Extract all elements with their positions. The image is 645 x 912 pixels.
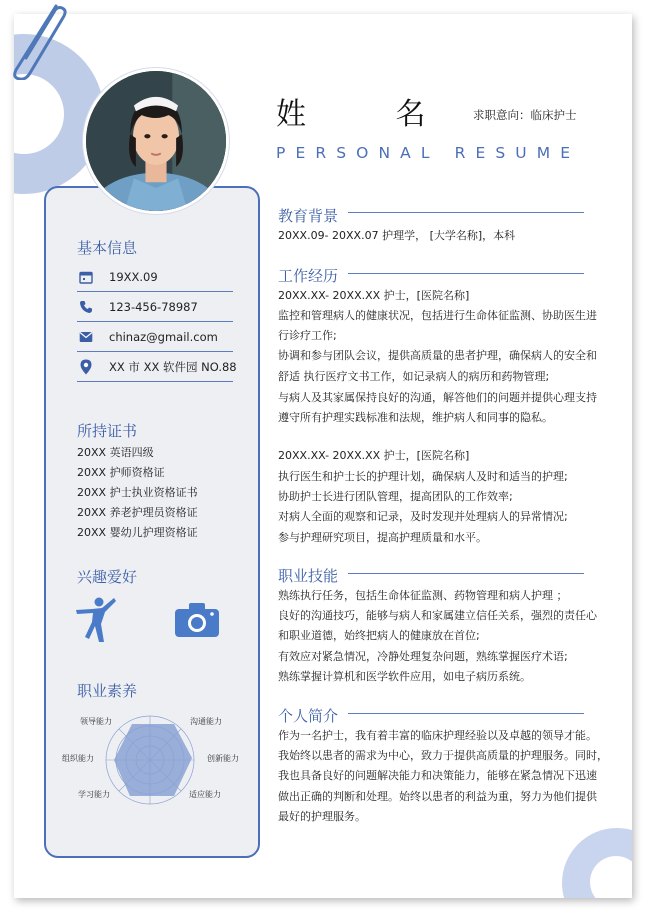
info-row-address bbox=[77, 352, 237, 382]
intro-line: 我也具备良好的问题解决能力和决策能力，能够在紧急情况下迅速 bbox=[278, 769, 597, 782]
intro-line: 最好的护理服务。 bbox=[278, 810, 366, 823]
skills-title: 职业技能 bbox=[278, 567, 339, 585]
radar-label-innovation: 创新能力 bbox=[207, 754, 239, 763]
radar-label-leadership: 领导能力 bbox=[80, 717, 112, 726]
cert-item: 20XX 养老护理员资格证 bbox=[77, 506, 198, 519]
home-address: XX 市 XX 软件园 NO.88 bbox=[109, 359, 237, 374]
phone-icon bbox=[77, 298, 95, 316]
cert-item: 20XX 护士执业资格证书 bbox=[77, 486, 198, 499]
radar-label-communication: 沟通能力 bbox=[190, 717, 222, 726]
intro-title: 个人简介 bbox=[278, 707, 339, 725]
work-line: 执行医生和护士长的护理计划，确保病人及时和适当的护理; bbox=[278, 470, 568, 483]
birth-date: 19XX.09 bbox=[109, 269, 158, 284]
qualities-title: 职业素养 bbox=[77, 682, 138, 700]
skills-line: 熟练执行任务，包括生命体征监测、药物管理和病人护理 ； bbox=[278, 589, 568, 602]
skills-line: 良好的沟通技巧，能够与病人和家属建立信任关系，强烈的责任心 bbox=[278, 609, 597, 622]
education-line: 20XX.09- 20XX.07 护理学， [大学名称]，本科 bbox=[278, 229, 516, 242]
radar-label-learning: 学习能力 bbox=[78, 790, 110, 799]
work-line: 与病人及其家属保持良好的沟通，解答他们的问题并提供心理支持 bbox=[278, 391, 597, 404]
location-icon bbox=[77, 358, 95, 376]
intro-line: 作为一名护士，我有着丰富的临床护理经验以及卓越的领导才能。 bbox=[278, 729, 597, 742]
skills-line: 熟练掌握计算机和医学软件应用，如电子病历系统。 bbox=[278, 670, 531, 683]
certificates-title: 所持证书 bbox=[77, 422, 138, 440]
paperclip-icon bbox=[4, 0, 74, 80]
profile-photo bbox=[83, 68, 229, 214]
job-intent: 求职意向：临床护士 bbox=[473, 108, 577, 122]
intro-line: 做出正确的判断和处理。始终以患者的利益为重，努力为他们提供 bbox=[278, 790, 597, 803]
radar-label-organization: 组织能力 bbox=[62, 754, 94, 763]
candidate-name: 姓 名 bbox=[276, 97, 466, 132]
qualities-radar-chart bbox=[100, 710, 200, 810]
calendar-icon bbox=[77, 268, 95, 286]
work-line: 20XX.XX- 20XX.XX 护士，[医院名称] bbox=[278, 289, 470, 302]
skills-line: 有效应对紧急情况，冷静处理复杂问题，熟练掌握医疗术语; bbox=[278, 650, 568, 663]
phone-number: 123-456-78987 bbox=[109, 299, 198, 314]
skills-divider bbox=[348, 573, 584, 574]
cert-item: 20XX 英语四级 bbox=[77, 446, 154, 459]
work-line: 协调和参与团队会议，提供高质量的患者护理，确保病人的安全和 bbox=[278, 349, 597, 362]
work-line: 监控和管理病人的健康状况，包括进行生命体征监测、协助医生进 bbox=[278, 309, 597, 322]
work-line: 协助护士长进行团队管理，提高团队的工作效率; bbox=[278, 490, 513, 503]
education-divider bbox=[348, 212, 584, 213]
cert-item: 20XX 婴幼儿护理资格证 bbox=[77, 526, 198, 539]
skills-line: 和职业道德，始终把病人的健康放在首位; bbox=[278, 629, 480, 642]
hobbies-title: 兴趣爱好 bbox=[77, 568, 138, 586]
intro-line: 我始终以患者的需求为中心，致力于提供高质量的护理服务。同时， bbox=[278, 749, 608, 762]
work-line: 行诊疗工作; bbox=[278, 329, 337, 342]
work-line: 20XX.XX- 20XX.XX 护士，[医院名称] bbox=[278, 449, 470, 462]
work-title: 工作经历 bbox=[278, 267, 339, 285]
radar-label-adaptability: 适应能力 bbox=[189, 790, 221, 799]
work-line: 参与护理研究项目，提高护理质量和水平。 bbox=[278, 531, 487, 544]
camera-icon bbox=[174, 602, 220, 638]
email-address: chinaz@gmail.com bbox=[109, 329, 218, 344]
yoga-icon bbox=[74, 594, 118, 644]
info-row-email bbox=[77, 322, 233, 352]
work-line: 舒适 执行医疗文书工作，如记录病人的病历和药物管理; bbox=[278, 370, 550, 383]
work-divider bbox=[348, 273, 584, 274]
intro-divider bbox=[348, 713, 584, 714]
cert-item: 20XX 护师资格证 bbox=[77, 466, 165, 479]
education-title: 教育背景 bbox=[278, 207, 339, 225]
work-line: 对病人全面的观察和记录，及时发现并处理病人的异常情况; bbox=[278, 510, 568, 523]
resume-subtitle: PERSONAL RESUME bbox=[276, 144, 581, 162]
info-row-phone bbox=[77, 292, 233, 322]
info-row-birth bbox=[77, 262, 233, 292]
basic-info-title: 基本信息 bbox=[77, 239, 138, 257]
work-line: 遵守所有护理实践标准和法规，维护病人和同事的隐私。 bbox=[278, 411, 553, 424]
mail-icon bbox=[77, 328, 95, 346]
